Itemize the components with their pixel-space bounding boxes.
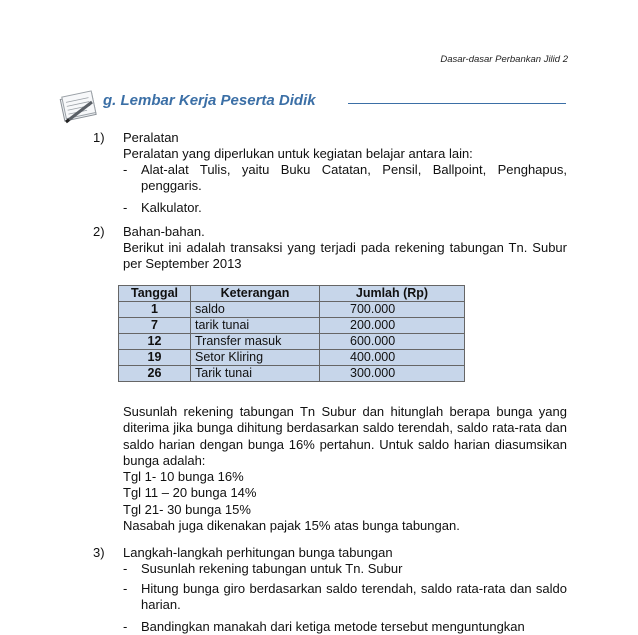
- cell-jumlah: 200.000: [320, 318, 465, 334]
- item-3-title: Langkah-langkah perhitungan bunga tabungan: [123, 545, 393, 560]
- table-row: [119, 318, 465, 334]
- tax-note: Nasabah juga dikenakan pajak 15% atas bunga tabungan.: [123, 518, 460, 534]
- rate-line: Tgl 1- 10 bunga 16%: [123, 469, 244, 485]
- cell-keterangan: Tarik tunai: [191, 366, 320, 382]
- table-row: [119, 302, 465, 318]
- cell-tanggal: 26: [119, 366, 191, 382]
- item-3-bullet-2: Hitung bunga giro berdasarkan saldo terendah, saldo rata-rata dan saldo harian.: [141, 581, 567, 612]
- cell-jumlah: 300.000: [320, 366, 465, 382]
- cell-keterangan: saldo: [191, 302, 320, 318]
- cell-keterangan: tarik tunai: [191, 318, 320, 334]
- page-header: Dasar-dasar Perbankan Jilid 2: [440, 54, 568, 65]
- cell-jumlah: 400.000: [320, 350, 465, 366]
- cell-tanggal: 19: [119, 350, 191, 366]
- item-1-intro: Peralatan yang diperlukan untuk kegiatan belajar antara lain:: [123, 146, 473, 161]
- item-3-bullet-3: Bandingkan manakah dari ketiga metode tersebut menguntungkan: [141, 619, 525, 634]
- table-row: [119, 350, 465, 366]
- item-1-bullet-2: Kalkulator.: [141, 200, 202, 215]
- item-2-number: 2): [93, 224, 105, 239]
- item-2-intro: Berikut ini adalah transaksi yang terjadi pada rekening tabungan Tn. Subur per September 2013: [123, 240, 567, 271]
- cell-tanggal: 1: [119, 302, 191, 318]
- item-3-bullet-1: Susunlah rekening tabungan untuk Tn. Subur: [141, 561, 403, 576]
- item-1-number: 1): [93, 130, 105, 145]
- cell-keterangan: Setor Kliring: [191, 350, 320, 366]
- cell-jumlah: 700.000: [320, 302, 465, 318]
- rate-line: Tgl 21- 30 bunga 15%: [123, 501, 251, 517]
- item-3-number: 3): [93, 545, 105, 560]
- bullet-marker: -: [123, 162, 128, 177]
- section-heading: [103, 92, 316, 109]
- transaction-table: [118, 285, 465, 382]
- column-header: Tanggal: [119, 286, 191, 302]
- section-letter: g.: [103, 92, 117, 109]
- column-header: Keterangan: [191, 286, 320, 302]
- cell-tanggal: 12: [119, 334, 191, 350]
- table-header-row: [119, 286, 465, 302]
- item-2-task: Susunlah rekening tabungan Tn Subur dan hitunglah berapa bunga yang diterima jika bunga dihitung berdasarkan saldo terendah, saldo rata-rata dan saldo harian dengan bunga 16% pertahun. Untuk saldo harian diasumsikan bunga adalah:: [123, 404, 567, 468]
- section-title: Lembar Kerja Peserta Didik: [120, 92, 316, 109]
- cell-jumlah: 600.000: [320, 334, 465, 350]
- item-1-title: Peralatan: [123, 130, 179, 145]
- table-row: [119, 366, 465, 382]
- table-row: [119, 334, 465, 350]
- bullet-marker: -: [123, 200, 128, 215]
- bullet-marker: -: [123, 561, 128, 576]
- item-2-task-block: [123, 404, 567, 534]
- item-1-bullet-1: Alat-alat Tulis, yaitu Buku Catatan, Pensil, Ballpoint, Penghapus, penggaris.: [141, 162, 567, 193]
- bullet-marker: -: [123, 619, 128, 634]
- bullet-marker: -: [123, 581, 128, 596]
- column-header: Jumlah (Rp): [320, 286, 465, 302]
- notebook-pencil-icon: [56, 88, 100, 124]
- cell-tanggal: 7: [119, 318, 191, 334]
- rate-line: Tgl 11 – 20 bunga 14%: [123, 485, 257, 501]
- cell-keterangan: Transfer masuk: [191, 334, 320, 350]
- title-rule: [348, 103, 566, 104]
- item-2-title: Bahan-bahan.: [123, 224, 205, 239]
